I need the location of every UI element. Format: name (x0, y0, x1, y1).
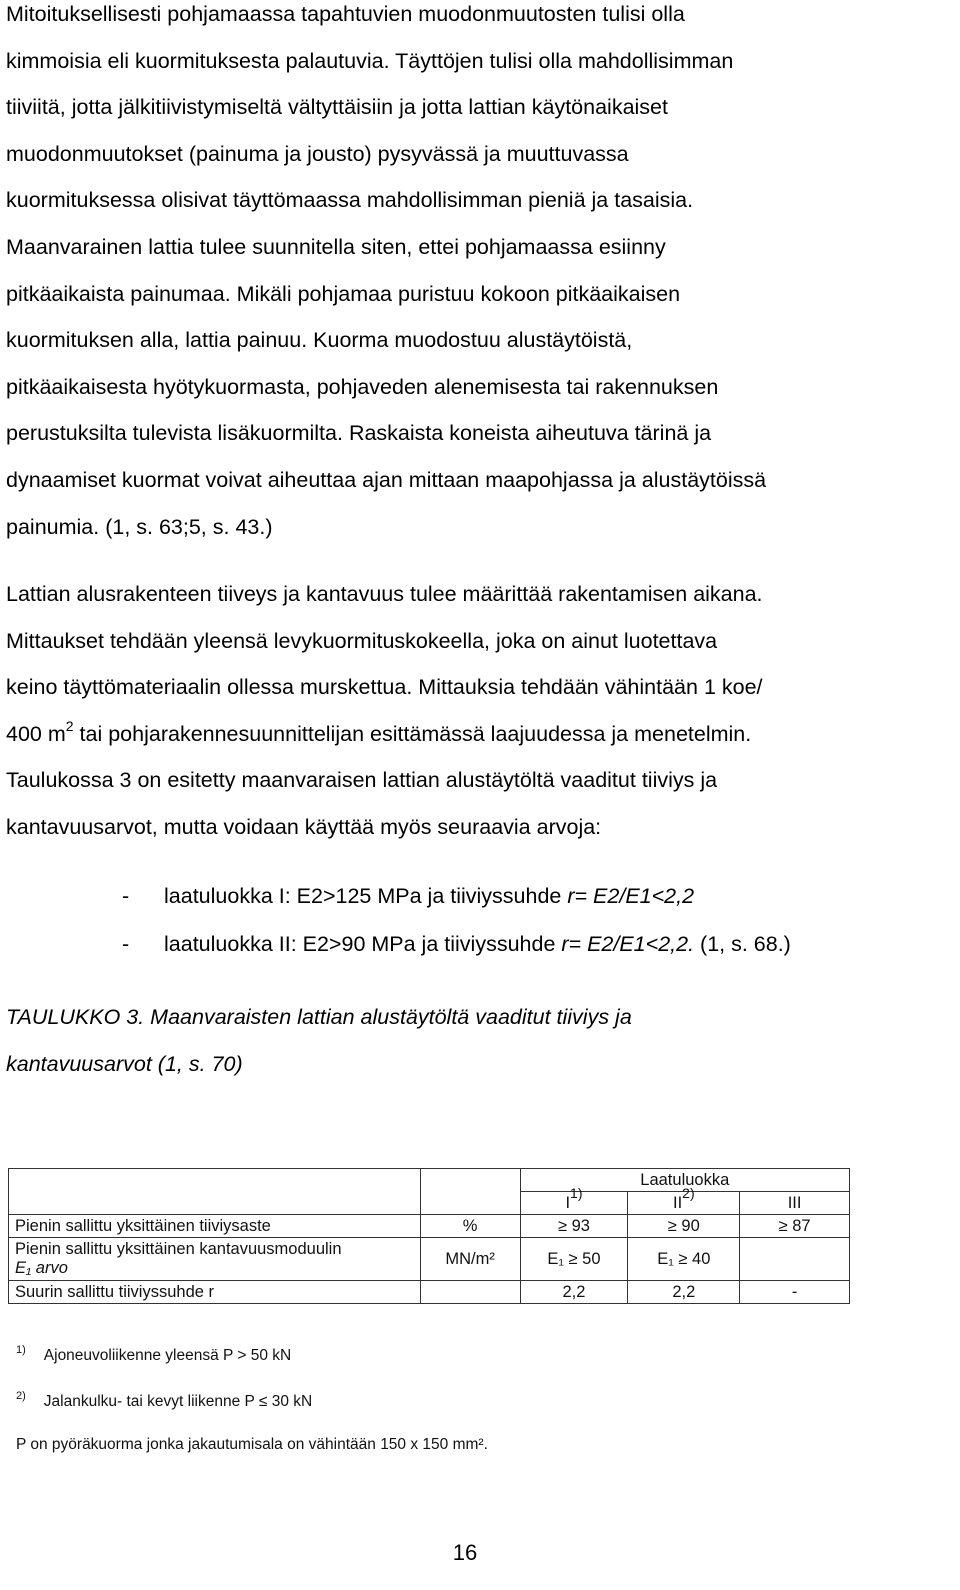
list-dash: - (122, 884, 130, 908)
text-fragment: laatuluokka II: E2>90 MPa ja tiiviyssuhde (164, 932, 562, 956)
table-row (9, 1215, 850, 1238)
text-fragment: (1, s. 68.) (694, 932, 791, 956)
table-column-header: III (740, 1192, 850, 1215)
text-line: pitkäaikaisesta hyötykuormasta, pohjaveden alenemisesta tai rakennuksen (6, 374, 719, 399)
italic-fragment: r= E2/E1<2,2 (567, 884, 695, 908)
superscript: 2 (65, 717, 74, 734)
table-cell (740, 1238, 850, 1281)
text-line: kuormituksen alla, lattia painuu. Kuorma muodostuu alustäytöistä, (6, 328, 633, 353)
table-cell (9, 1192, 421, 1215)
paragraph-2 (6, 571, 954, 851)
text-line: Mitoituksellisesti pohjamaassa tapahtuvien muodonmuutosten tulisi olla (6, 2, 685, 26)
row-label: Suurin sallittu tiiviyssuhde r (9, 1281, 421, 1304)
text-fragment: tai pohjarakennesuunnittelijan esittämässä laajuudessa ja menetelmin. (73, 721, 752, 746)
text-line (6, 711, 954, 758)
table-header-row (9, 1169, 850, 1192)
text-line: Lattian alusrakenteen tiiveys ja kantavuus tulee määrittää rakentamisen aikana. (6, 582, 763, 606)
text-line: Mittaukset tehdään yleensä levykuormituskokeella, joka on ainut luotettava (6, 628, 718, 653)
text-line: perustuksilta tulevista lisäkuormilta. Raskaista koneista aiheutuva tärinä ja (6, 421, 712, 446)
list-item-text (164, 872, 694, 920)
text-line: dynaamiset kuormat voivat aiheuttaa ajan mittaan maapohjassa ja alustäytöissä (6, 467, 767, 492)
text-line: Taulukossa 3 on esitetty maanvaraisen lattian alustäytöltä vaaditut tiiviys ja (6, 768, 718, 793)
values-list (6, 872, 954, 968)
row-label: Pienin sallittu yksittäinen tiiviysaste (9, 1215, 421, 1238)
table-cell: E₁ ≥ 50 (520, 1238, 628, 1281)
text-line: keino täyttömateriaalin ollessa murskettua. Mittauksia tehdään vähintään 1 koe/ (6, 675, 763, 700)
table-cell (420, 1192, 520, 1215)
text-line: kantavuusarvot, mutta voidaan käyttää myös seuraavia arvoja: (6, 814, 602, 839)
table-cell: ≥ 90 (628, 1215, 740, 1238)
text-line: tiiviitä, jotta jälkitiivistymiseltä vältyttäisiin ja jotta lattian käytönaikaiset (6, 95, 668, 120)
footnote-mark: 2) (682, 1185, 695, 1201)
table-cell: 2,2 (520, 1281, 628, 1304)
paragraph-1 (6, 0, 954, 550)
row-label-line: Pienin sallittu yksittäinen kantavuusmoduulin (15, 1240, 342, 1258)
table-cell (9, 1169, 421, 1192)
table-row (9, 1281, 850, 1304)
table-cell: - (740, 1281, 850, 1304)
table-cell (420, 1169, 520, 1192)
caption-line: kantavuusarvot (1, s. 70) (6, 1051, 243, 1076)
footnote-mark: 1) (570, 1185, 583, 1201)
row-unit (420, 1281, 520, 1304)
class-label: I (565, 1194, 571, 1212)
quality-table (8, 1168, 850, 1304)
text-line: kuormituksessa olisivat täyttömaassa mahdollisimman pieniä ja tasaisia. (6, 188, 694, 213)
table-row (9, 1238, 850, 1281)
table-column-header (628, 1185, 740, 1215)
text-line: kimmoisia eli kuormituksesta palautuvia. Täyttöjen tulisi olla mahdollisimman (6, 48, 734, 73)
list-item (6, 872, 954, 920)
footnote-mark: 1) (16, 1344, 26, 1356)
table-caption (6, 994, 954, 1087)
text-line: painumia. (1, s. 63;5, s. 43.) (6, 514, 273, 539)
text-line: pitkäaikaista painumaa. Mikäli pohjamaa puristuu kokoon pitkäaikaisen (6, 281, 681, 306)
quality-table-figure (8, 1168, 850, 1328)
footnote-mark: 2) (16, 1390, 26, 1402)
text-line: muodonmuutokset (painuma ja jousto) pysyvässä ja muuttuvassa (6, 141, 629, 166)
footnote (16, 1390, 312, 1411)
row-unit: MN/m² (420, 1238, 520, 1281)
page-number: 16 (452, 1540, 478, 1565)
table-cell: ≥ 93 (520, 1215, 628, 1238)
text-line: Maanvarainen lattia tulee suunnitella siten, ettei pohjamaassa esiinny (6, 234, 666, 259)
footnote-text: Ajoneuvoliikenne yleensä P > 50 kN (43, 1347, 292, 1364)
list-item (6, 920, 954, 968)
footnote (16, 1436, 488, 1454)
table-column-header (520, 1185, 628, 1215)
footnote (16, 1344, 291, 1365)
table-footnotes (16, 1340, 716, 1460)
row-unit: % (420, 1215, 520, 1238)
text-fragment: 400 m (6, 721, 66, 746)
caption-line: TAULUKKO 3. Maanvaraisten lattian alustäytöltä vaaditut tiiviys ja (6, 1005, 632, 1029)
text-fragment: laatuluokka I: E2>125 MPa ja tiiviyssuhde (164, 884, 568, 908)
row-label (9, 1238, 421, 1281)
italic-fragment: r= E2/E1<2,2. (561, 932, 695, 956)
table-group-header: Laatuluokka (520, 1169, 849, 1192)
table-cell: E₁ ≥ 40 (628, 1238, 740, 1281)
list-dash: - (122, 932, 130, 956)
list-item-text (164, 920, 791, 968)
table-cell: ≥ 87 (740, 1215, 850, 1238)
row-label-line: E₁ arvo (15, 1259, 68, 1277)
footnote-text: Jalankulku- tai kevyt liikenne P ≤ 30 kN (43, 1393, 313, 1410)
table-header-row (9, 1192, 850, 1215)
footnote-text: P on pyöräkuorma jonka jakautumisala on vähintään 150 x 150 mm². (16, 1436, 488, 1453)
table-cell: 2,2 (628, 1281, 740, 1304)
class-label: II (672, 1194, 683, 1212)
